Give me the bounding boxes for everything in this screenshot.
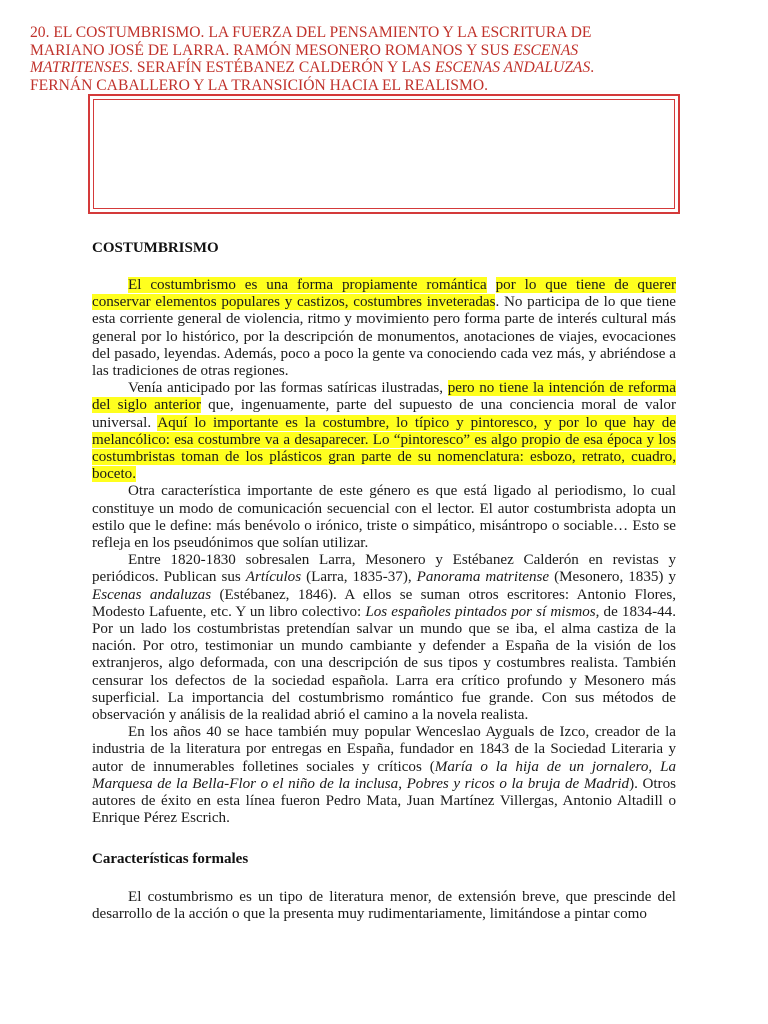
paragraph-5-text-1: En los años 40 se hace también muy popular Wenceslao Ayguals de Izco, creador de la industria de la literatura por entregas en España, fundador en 1843 de la Sociedad Literaria y autor de innumerables folletines sociales y críticos ( (92, 724, 676, 775)
title-line-2 (30, 41, 678, 60)
title-line-3 (30, 59, 678, 77)
chapter-title (30, 24, 678, 94)
section-body-caracteristicas (92, 889, 676, 923)
highlight-4: Aquí lo importante es la costumbre, lo típico y pintoresco, y por lo que hay de melancólico: esa costumbre va a desaparecer. Lo “pintoresco” es algo propio de esa época y los costumbristas toman de los plásticos gran parte de su nomenclatura: esbozo, retrato, cuadro, boceto. (92, 414, 677, 483)
section-heading-costumbrismo: COSTUMBRISMO (92, 240, 219, 256)
paragraph-1-gap (487, 277, 496, 293)
paragraph-1 (92, 277, 676, 380)
paragraph-4-text-2: (Larra, 1835-37), (301, 569, 417, 586)
title-line-3d: . (590, 59, 595, 76)
title-line-3c: ESCENAS ANDALUZAS (435, 59, 591, 76)
paragraph-2 (92, 380, 676, 483)
paragraph-2-text-1: Venía anticipado por las formas satíricas ilustradas, (128, 380, 448, 397)
work-title-espanoles: Los españoles pintados por sí mismos (365, 603, 596, 620)
paragraph-6: El costumbrismo es un tipo de literatura menor, de extensión breve, que prescinde del desarrollo de la acción o que la presenta muy rudimentariamente, limitándose a pintar como (92, 889, 676, 923)
title-line-2a: MARIANO JOSÉ DE LARRA. RAMÓN MESONERO ROMANOS Y SUS (30, 41, 514, 59)
paragraph-4-text-3: (Mesonero, 1835) y (549, 569, 676, 586)
work-title-pobres: Pobres y ricos o la bruja de Madrid (406, 775, 630, 792)
paragraph-4 (92, 552, 676, 724)
work-title-articulos: Artículos (245, 569, 302, 586)
paragraph-4-text-5: , de 1834-44. Por un lado los costumbristas pretendían salvar un mundo que se iba, el alma castiza de la nación. Por otro, testimoniar un mundo cambiante y defender a España de la visión de los extranjeros, algo deformada, con una descripción de sus tipos y costumbres realista. También censurar los defectos de la sociedad española. Larra era crítico profundo y Mesonero más superficial. La importancia del costumbrismo romántico fue grande. Con sus métodos de observación y análisis de la realidad abrió el camino a la novela realista. (92, 603, 676, 724)
title-frame-inner (93, 99, 675, 209)
paragraph-5 (92, 724, 676, 827)
work-title-maria: María o la hija de un jornalero (434, 758, 649, 775)
title-line-3a: MATRITENSES (30, 59, 130, 76)
paragraph-1-text: . No participa de lo que tiene esta corriente general de violencia, ritmo y movimiento pero forma parte de interés cultural más general por lo histórico, por la descripción de monumentos, anotaciones de viajes, evocaciones del pasado, leyendas. Además, poco a poco la gente va conociendo cada vez más, y abriéndose a las tradiciones de otras regiones. (92, 294, 676, 380)
paragraph-3: Otra característica importante de este género es que está ligado al periodismo, lo cual constituye un modo de comunicación secuencial con el lector. El autor costumbrista adopta un estilo que le define: más benévolo o irónico, triste o simpático, misántropo o sociable… Esto se refleja en los pseudónimos que solían utilizar. (92, 483, 676, 552)
paragraph-5-text-4: ). Otros autores de éxito en esta línea fueron Pedro Mata, Juan Martínez Villergas, Antonio Altadill o Enrique Pérez Escrich. (92, 775, 677, 827)
highlight-3: pero no tiene la intención de reforma del siglo anterior (92, 380, 676, 414)
title-line-4: FERNÁN CABALLERO Y LA TRANSICIÓN HACIA EL REALISMO. (30, 76, 489, 94)
section-heading-caracteristicas: Características formales (92, 851, 249, 867)
title-line-3b: . SERAFÍN ESTÉBANEZ CALDERÓN Y LAS (129, 59, 436, 76)
paragraph-5-text-3: , (398, 775, 407, 792)
work-title-escenas: Escenas andaluzas (92, 586, 212, 603)
title-line-2b: ESCENAS (513, 41, 579, 59)
title-frame (88, 94, 680, 214)
paragraph-4-text-1: Entre 1820-1830 sobresalen Larra, Mesonero y Estébanez Calderón en revistas y periódicos. Publican sus (92, 552, 676, 586)
highlight-1: El costumbrismo es una forma propiamente romántica (128, 277, 487, 293)
highlight-2: por lo que tiene de querer conservar elementos populares y castizos, costumbres inveteradas (92, 277, 676, 311)
title-line-1: 20. EL COSTUMBRISMO. LA FUERZA DEL PENSAMIENTO Y LA ESCRITURA DE (30, 24, 592, 41)
paragraph-2-text-2: que, ingenuamente, parte del supuesto de una conciencia moral de valor universal. (92, 397, 676, 431)
paragraph-5-text-2: , (648, 758, 661, 775)
paragraph-4-text-4: (Estébanez, 1846). A ellos se suman otros escritores: Antonio Flores, Modesto Lafuente, etc. Y un libro colectivo: (92, 586, 676, 620)
work-title-marquesa: La Marquesa de la Bella-Flor o el niño de la inclusa (92, 758, 677, 792)
work-title-panorama: Panorama matritense (416, 569, 550, 586)
section-body-costumbrismo (92, 277, 676, 828)
